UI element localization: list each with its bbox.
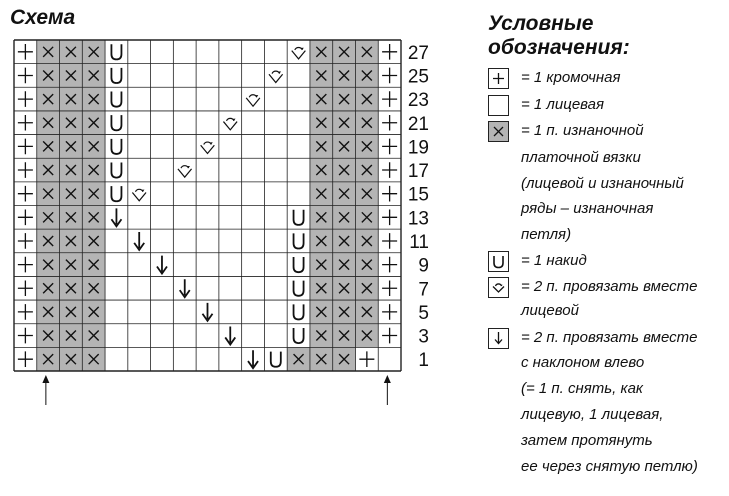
chart-cell [264,40,287,64]
chart-cell [128,64,151,88]
chart-cell [128,347,151,371]
chart-cell [105,229,128,253]
chart-cell [151,40,174,64]
row-number: 27 [407,42,429,64]
chart-cell [151,347,174,371]
row-number: 17 [407,161,429,183]
chart-cell [196,229,219,253]
legend-title-line1: Условные [488,12,594,35]
legend-title [488,12,630,60]
chart-cell [219,158,242,182]
chart-cell [287,87,310,111]
row-number: 7 [418,279,429,301]
chart-cell [219,40,242,64]
legend-text-ssk-4: лицевую, 1 лицевая, [521,406,664,423]
arrow-down-icon [489,329,508,348]
row-number: 19 [407,137,429,159]
chart-cell [173,135,196,159]
chart-cell [151,87,174,111]
chart-cell [173,229,196,253]
chart-cell [242,229,265,253]
chart-cell [196,158,219,182]
chart-cell [196,182,219,206]
chart-cell [219,229,242,253]
legend-text-ssk-6: ее через снятую петлю) [521,458,698,475]
chart-cell [173,347,196,371]
chart-cell [287,40,310,64]
chart-cell [242,64,265,88]
legend-text-k2tog: = 2 п. провязать вместе [521,278,698,295]
chart-cell [151,64,174,88]
chart-cell [242,253,265,277]
start-arrow-head [384,375,391,383]
chart-cell [151,111,174,135]
chart-cell [242,87,265,111]
chart-cell [219,206,242,230]
chart-cell [264,276,287,300]
chart-cell [128,206,151,230]
chart-cell [151,276,174,300]
row-number: 23 [407,90,429,112]
chart-cell [196,324,219,348]
chart-cell [219,300,242,324]
chart-cell [173,87,196,111]
legend-text-purl: = 1 п. изнаночной [521,122,644,139]
chart-cell [128,135,151,159]
legend-text-purl-5: петля) [521,226,572,243]
chart-cell [242,111,265,135]
chart-cell [151,300,174,324]
row-number: 3 [418,326,429,348]
chart-cell [264,111,287,135]
chart-cell [196,276,219,300]
chart-cell [287,158,310,182]
chart-cell [287,111,310,135]
legend-text-ssk-3: (= 1 п. снять, как [521,380,644,397]
row-number: 13 [407,208,429,230]
chart-cell [105,300,128,324]
chart-cell [242,40,265,64]
legend-text-purl-3: (лицевой и изнаночный [521,175,684,192]
chart-cell [219,64,242,88]
chart-cell [105,276,128,300]
chart-cell [264,324,287,348]
chart-cell [242,182,265,206]
start-arrow-head [42,375,49,383]
chart-cell [196,64,219,88]
chart-cell [196,87,219,111]
knit-symbol [488,95,509,116]
chart-cell [242,276,265,300]
chart-cell [151,135,174,159]
legend-text-purl-4: ряды – изнаночная [521,200,654,217]
chart-cell [128,158,151,182]
row-number: 21 [407,113,429,135]
row-number: 25 [407,66,429,88]
chart-cell [264,229,287,253]
legend-text-ssk-5: затем протянуть [521,432,653,449]
chart-cell [128,111,151,135]
chart-cell [264,87,287,111]
chart-cell [105,253,128,277]
chart-cell [196,40,219,64]
chart-cell [287,64,310,88]
chart-cell [151,206,174,230]
legend-text-ssk: = 2 п. провязать вместе [521,329,698,346]
chart-cell [151,324,174,348]
chart-cell [219,87,242,111]
row-number: 11 [409,231,429,253]
legend-text-yarn-over: = 1 накид [521,252,587,269]
purl-symbol [488,121,509,142]
chart-cell [128,253,151,277]
chart-cell [173,300,196,324]
chart-cell [173,40,196,64]
chart-cell [105,347,128,371]
chart-cell [264,253,287,277]
chart-cell [128,276,151,300]
chart-cell [128,182,151,206]
chart-cell [287,182,310,206]
chart-cell [264,135,287,159]
k2tog-icon [489,278,508,297]
k2tog-symbol [488,277,509,298]
row-number: 5 [418,302,429,324]
chart-cell [151,158,174,182]
chart-cell [173,253,196,277]
chart-cell [219,347,242,371]
chart-cell [128,87,151,111]
legend-text-knit: = 1 лицевая [521,96,605,113]
row-number: 1 [418,350,429,372]
chart-cell [128,324,151,348]
chart-cell [242,324,265,348]
chart-cell [196,135,219,159]
chart-title: Схема [10,6,76,29]
chart-cell [219,111,242,135]
edge-stitch-symbol [488,68,509,89]
chart-cell [264,182,287,206]
chart-cell [173,111,196,135]
chart-cell [287,135,310,159]
chart-cell [264,300,287,324]
chart-cell [173,324,196,348]
chart-cell [173,158,196,182]
chart-cell [105,324,128,348]
legend-text-k2tog-2: лицевой [521,302,579,319]
chart-cell [264,64,287,88]
row-number: 9 [418,255,429,277]
yarn-over-icon [489,252,508,271]
ssk-symbol [488,328,509,349]
chart-cell [196,111,219,135]
chart-cell [196,206,219,230]
chart-cell [242,135,265,159]
chart-cell [151,182,174,206]
chart-cell [242,206,265,230]
legend-text-ssk-2: с наклоном влево [521,354,645,371]
chart-cell [151,229,174,253]
chart-cell [173,182,196,206]
chart-cell [219,276,242,300]
chart-cell [264,158,287,182]
row-number: 15 [407,184,429,206]
legend-text-edge: = 1 кромочная [521,69,621,86]
chart-cell [219,135,242,159]
chart-cell [242,158,265,182]
chart-cell [173,206,196,230]
chart-cell [219,253,242,277]
legend-title-line2: обозначения: [488,36,630,59]
plus-icon [489,69,508,88]
chart-cell [196,253,219,277]
chart-cell [264,206,287,230]
yarn-over-symbol [488,251,509,272]
chart-cell [196,347,219,371]
legend-text-purl-2: платочной вязки [521,149,641,166]
chart-cell [242,300,265,324]
chart-cell [128,300,151,324]
chart-cell [128,40,151,64]
chart-cell [219,182,242,206]
chart-cell [173,64,196,88]
cross-icon [489,122,508,141]
